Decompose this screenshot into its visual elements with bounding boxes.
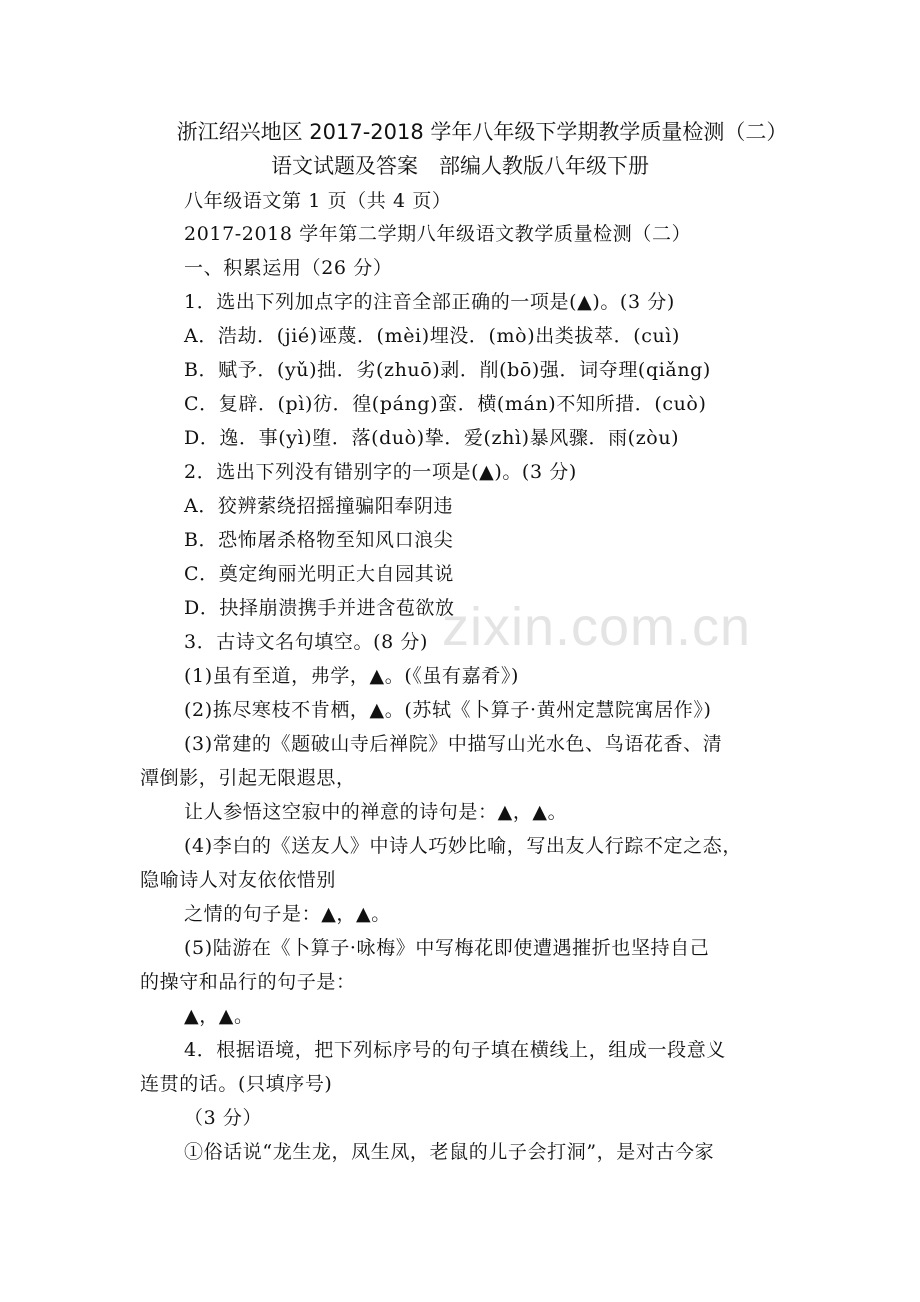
question-4-cont: 连贯的话。(只填序号) [140,1073,333,1095]
document-subtitle: 语文试题及答案 部编人教版八年级下册 [271,154,649,178]
q3-item-5-cont: 的操守和品行的句子是： [140,971,356,993]
q3-item-4: (4)李白的《送友人》中诗人巧妙比喻，写出友人行踪不定之态， [184,835,742,857]
question-1: 1．选出下列加点字的注音全部正确的一项是(▲)。(3 分) [184,291,675,313]
q1-option-b: B．赋予．(yǔ)拙．劣(zhuō)剥．削(bō)强．词夺理(qiǎng) [184,359,711,381]
q3-item-3-cont2: 让人参悟这空寂中的禅意的诗句是：▲，▲。 [184,801,568,823]
exam-name-line: 2017-2018 学年第二学期八年级语文教学质量检测（二） [184,223,692,245]
q2-option-a: A．狡辨萦绕招摇撞骗阳奉阴违 [184,495,454,517]
question-3: 3．古诗文名句填空。(8 分) [184,631,429,653]
section-heading: 一、积累运用（26 分） [184,257,393,279]
page-header-line: 八年级语文第 1 页（共 4 页） [184,190,452,212]
document-title: 浙江绍兴地区 2017-2018 学年八年级下学期教学质量检测（二） [176,120,788,144]
q1-option-a: A．浩劫．(jié)诬蔑．(mèi)埋没．(mò)出类拔萃．(cuì) [184,325,680,347]
q2-option-b: B．恐怖屠杀格物至知风口浪尖 [184,529,454,551]
q3-item-4-cont2: 之情的句子是：▲，▲。 [184,903,391,925]
q2-option-d: D．抉择崩溃携手并进含苞欲放 [184,597,455,619]
q3-item-1: (1)虽有至道，弗学，▲。(《虽有嘉肴》) [184,665,519,687]
q3-item-3-cont: 潭倒影，引起无限遐思， [140,767,356,789]
q3-item-5: (5)陆游在《卜算子·咏梅》中写梅花即使遭遇摧折也坚持自己 [184,937,710,959]
q3-item-2: (2)拣尽寒枝不肯栖，▲。(苏轼《卜算子·黄州定慧院寓居作》) [184,699,712,721]
question-2: 2．选出下列没有错别字的一项是(▲)。(3 分) [184,461,577,483]
q3-item-5-answer: ▲，▲。 [184,1005,254,1027]
question-4-score: （3 分） [184,1107,263,1129]
q3-item-4-cont: 隐喻诗人对友依依惜别 [140,869,337,891]
q4-sentence-1: ①俗话说“龙生龙，凤生凤，老鼠的儿子会打洞”，是对古今家 [184,1141,715,1163]
q2-option-c: C．奠定绚丽光明正大自园其说 [184,563,454,585]
q3-item-3: (3)常建的《题破山寺后禅院》中描写山光水色、鸟语花香、清 [184,733,723,755]
watermark: zixin.com.cn [442,597,752,657]
question-4: 4．根据语境，把下列标序号的句子填在横线上，组成一段意义 [184,1039,726,1061]
q1-option-d: D．逸．事(yì)堕．落(duò)挚．爱(zhì)暴风骤．雨(zòu) [184,427,680,449]
q1-option-c: C．复辟．(pì)彷．徨(páng)蛮．横(mán)不知所措．(cuò) [184,393,707,415]
